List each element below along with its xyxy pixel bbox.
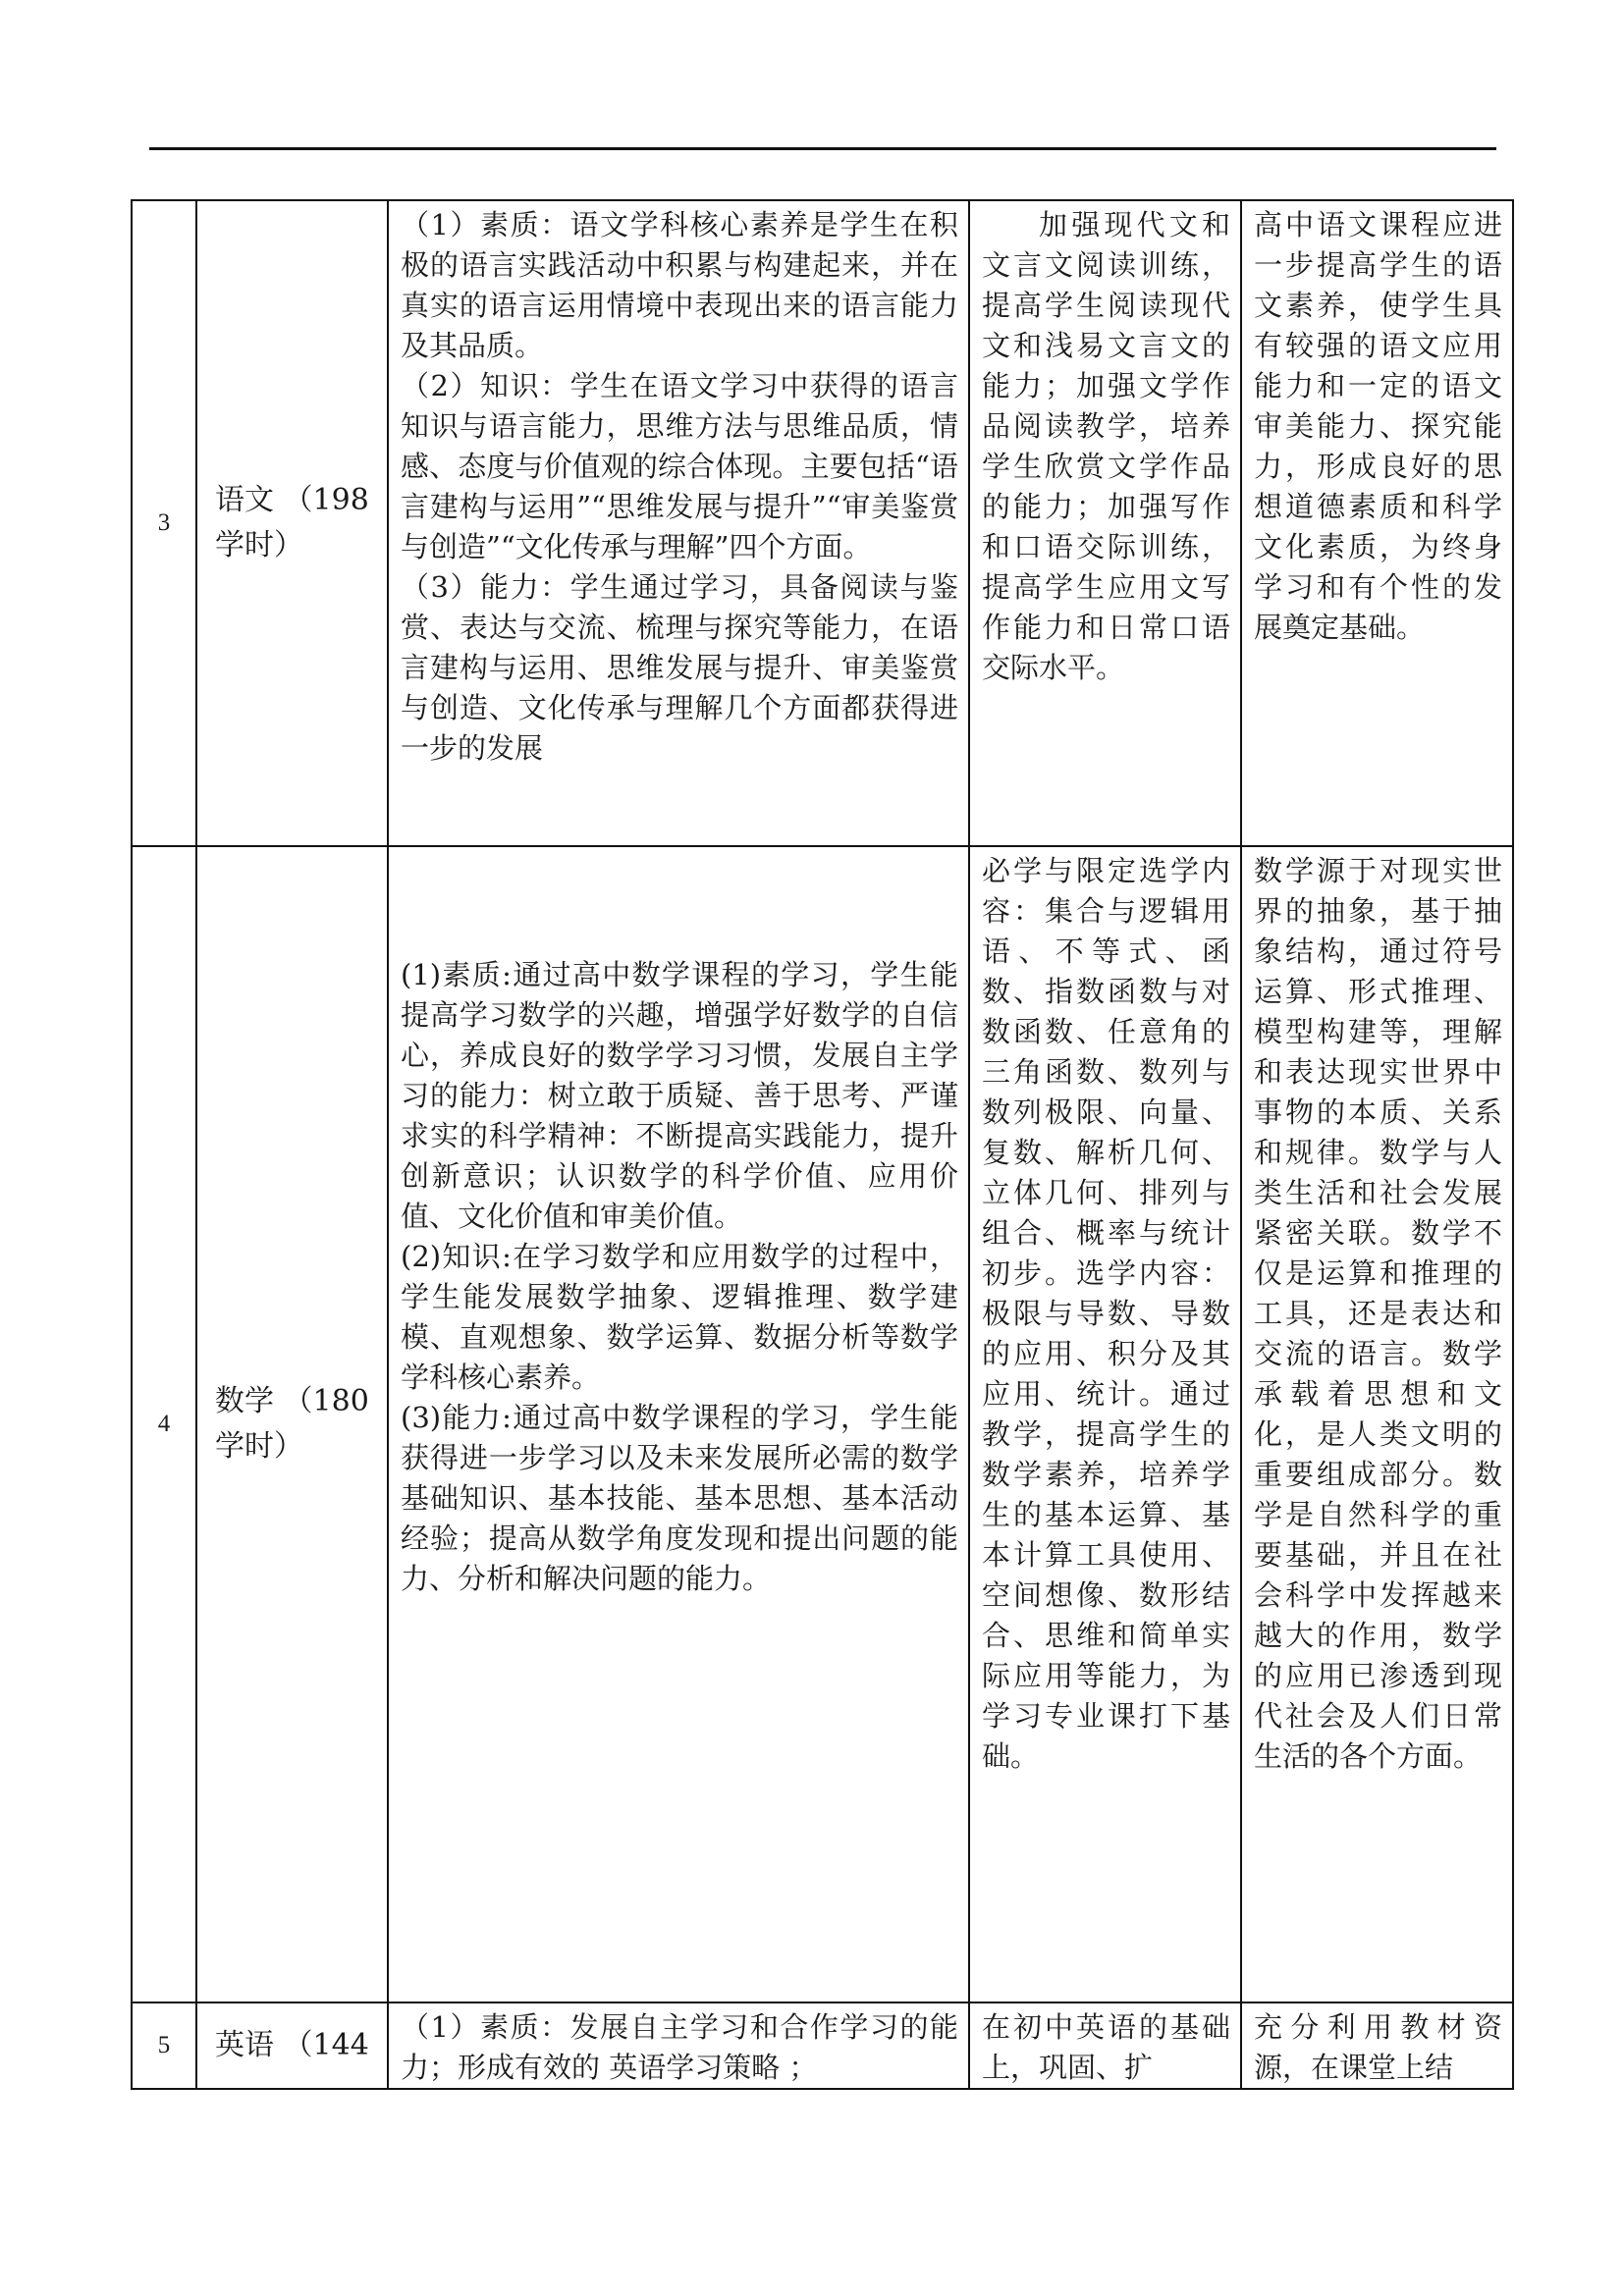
goal-ability: (3)能力:通过高中数学课程的学习，学生能获得进一步学习以及未来发展所必需的数学基础知识、基本技能、基本思想、基本活动经验；提高从数学角度发现和提出问题的能力、分析和解决问题的能力。 bbox=[401, 1401, 958, 1595]
table-row bbox=[132, 846, 1513, 2002]
subject-cell bbox=[196, 846, 388, 2002]
requirements-text: 必学与限定选学内容：集合与逻辑用语、不等式、函数、指数函数与对数函数、任意角的三角函数、数列与数列极限、向量、复数、解析几何、立体几何、排列与组合、概率与统计初步。选学内容：极限与导数、导数的应用、积分及其应用、统计。通过教学，提高学生的数学素养，培养学生的基本运算、基本计算工具使用、空间想像、数形结合、思维和简单实际应用等能力，为学习专业课打下基础。 bbox=[982, 854, 1230, 1773]
suggestions-cell bbox=[1241, 200, 1513, 846]
goals-cell bbox=[388, 200, 969, 846]
table-row bbox=[132, 200, 1513, 846]
suggestions-cell bbox=[1241, 2002, 1513, 2089]
subject-name: 数学 （180学时） bbox=[215, 1384, 369, 1464]
requirements-text: 加强现代文和文言文阅读训练，提高学生阅读现代文和浅易文言文的能力；加强文学作品阅读教学，培养学生欣赏文学作品的能力；加强写作和口语交际训练，提高学生应用文写作能力和日常口语交际水平。 bbox=[982, 208, 1230, 684]
requirements-cell bbox=[969, 846, 1241, 2002]
requirements-cell bbox=[969, 2002, 1241, 2089]
goal-ability: （3）能力：学生通过学习，具备阅读与鉴赏、表达与交流、梳理与探究等能力，在语言建构与运用、思维发展与提升、审美鉴赏与创造、文化传承与理解几个方面都获得进一步的发展 bbox=[401, 570, 958, 765]
subject-name: 语文 （198学时） bbox=[215, 483, 369, 562]
requirements-text: 在初中英语的基础上，巩固、扩 bbox=[982, 2010, 1230, 2084]
suggestions-cell bbox=[1241, 846, 1513, 2002]
row-number: 5 bbox=[132, 2002, 196, 2089]
subject-cell bbox=[196, 2002, 388, 2089]
row-number: 4 bbox=[132, 846, 196, 2002]
row-number: 3 bbox=[132, 200, 196, 846]
goals-cell bbox=[388, 2002, 969, 2089]
header-rule bbox=[149, 147, 1496, 150]
suggestions-text: 充分利用教材资源，在课堂上结 bbox=[1254, 2010, 1502, 2084]
suggestions-text: 高中语文课程应进一步提高学生的语文素养，使学生具有较强的语文应用能力和一定的语文审美能力、探究能力，形成良好的思想道德素质和科学文化素质，为终身学习和有个性的发展奠定基础。 bbox=[1254, 208, 1502, 644]
suggestions-text: 数学源于对现实世界的抽象，基于抽象结构，通过符号运算、形式推理、模型构建等，理解和表达现实世界中事物的本质、关系和规律。数学与人类生活和社会发展紧密关联。数学不仅是运算和推理的工具，还是表达和交流的语言。数学承载着思想和文化，是人类文明的重要组成部分。数学是自然科学的重要基础，并且在社会科学中发挥越来越大的作用，数学的应用已渗透到现代社会及人们日常生活的各个方面。 bbox=[1254, 854, 1502, 1773]
subject-name: 英语 （144 bbox=[215, 2028, 369, 2062]
goal-knowledge: （2）知识：学生在语文学习中获得的语言知识与语言能力，思维方法与思维品质，情感、态度与价值观的综合体现。主要包括“语言建构与运用”“思维发展与提升”“审美鉴赏与创造”“文化传承与理解”四个方面。 bbox=[401, 369, 958, 563]
goals-cell bbox=[388, 846, 969, 2002]
goal-knowledge: (2)知识:在学习数学和应用数学的过程中，学生能发展数学抽象、逻辑推理、数学建模、直观想象、数学运算、数据分析等数学学科核心素养。 bbox=[401, 1240, 958, 1394]
goal-quality: （1）素质：发展自主学习和合作学习的能力；形成有效的 英语学习策略 ； bbox=[401, 2010, 958, 2084]
goal-quality: （1）素质：语文学科核心素养是学生在积极的语言实践活动中积累与构建起来，并在真实的语言运用情境中表现出来的语言能力及其品质。 bbox=[401, 208, 958, 362]
requirements-cell bbox=[969, 200, 1241, 846]
table-row bbox=[132, 2002, 1513, 2089]
course-table bbox=[131, 199, 1514, 2090]
subject-cell bbox=[196, 200, 388, 846]
goal-quality: (1)素质:通过高中数学课程的学习，学生能提高学习数学的兴趣，增强学好数学的自信心，养成良好的数学学习习惯，发展自主学习的能力：树立敢于质疑、善于思考、严谨求实的科学精神：不断提高实践能力，提升创新意识；认识数学的科学价值、应用价值、文化价值和审美价值。 bbox=[401, 958, 958, 1233]
